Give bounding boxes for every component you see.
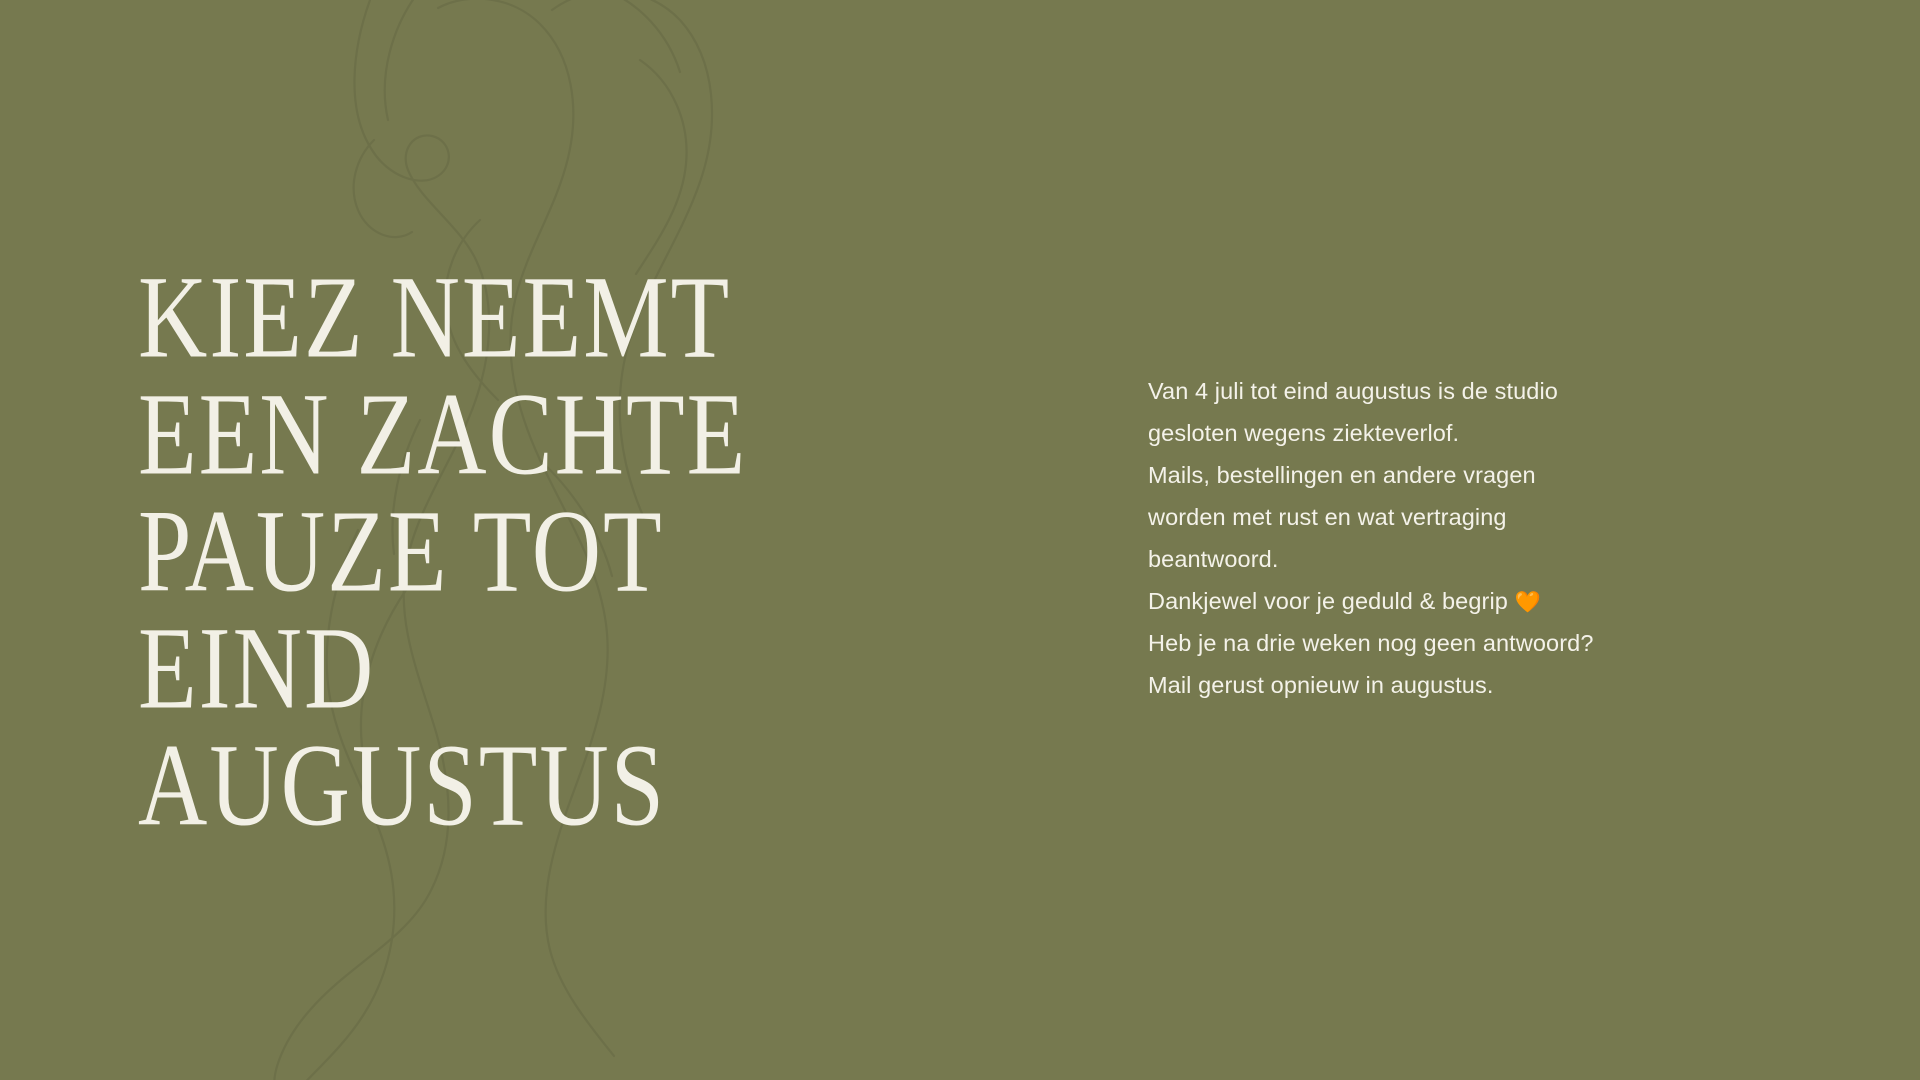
body-line-8: Mail gerust opnieuw in augustus. [1148, 672, 1494, 698]
body-line-4: worden met rust en wat vertraging [1148, 504, 1507, 530]
announcement-text [1148, 370, 1748, 706]
headline-line-5: AUGUSTUS [138, 720, 667, 851]
body-line-5: beantwoord. [1148, 546, 1279, 572]
headline-line-1: KIEZ NEEMT [138, 252, 732, 383]
body-line-2: gesloten wegens ziekteverlof. [1148, 420, 1460, 446]
headline-line-4: EIND [138, 603, 376, 734]
body-line-7: Heb je na drie weken nog geen antwoord? [1148, 630, 1594, 656]
headline-line-2: EEN ZACHTE [138, 369, 748, 500]
page-title [138, 252, 968, 851]
body-line-3: Mails, bestellingen en andere vragen [1148, 462, 1536, 488]
body-line-6-text: Dankjewel voor je geduld & begrip [1148, 588, 1508, 614]
orange-heart-icon: 🧡 [1514, 591, 1541, 614]
body-line-6 [1148, 580, 1748, 622]
body-line-1: Van 4 juli tot eind augustus is de studio [1148, 378, 1558, 404]
headline-line-3: PAUZE TOT [138, 486, 664, 617]
